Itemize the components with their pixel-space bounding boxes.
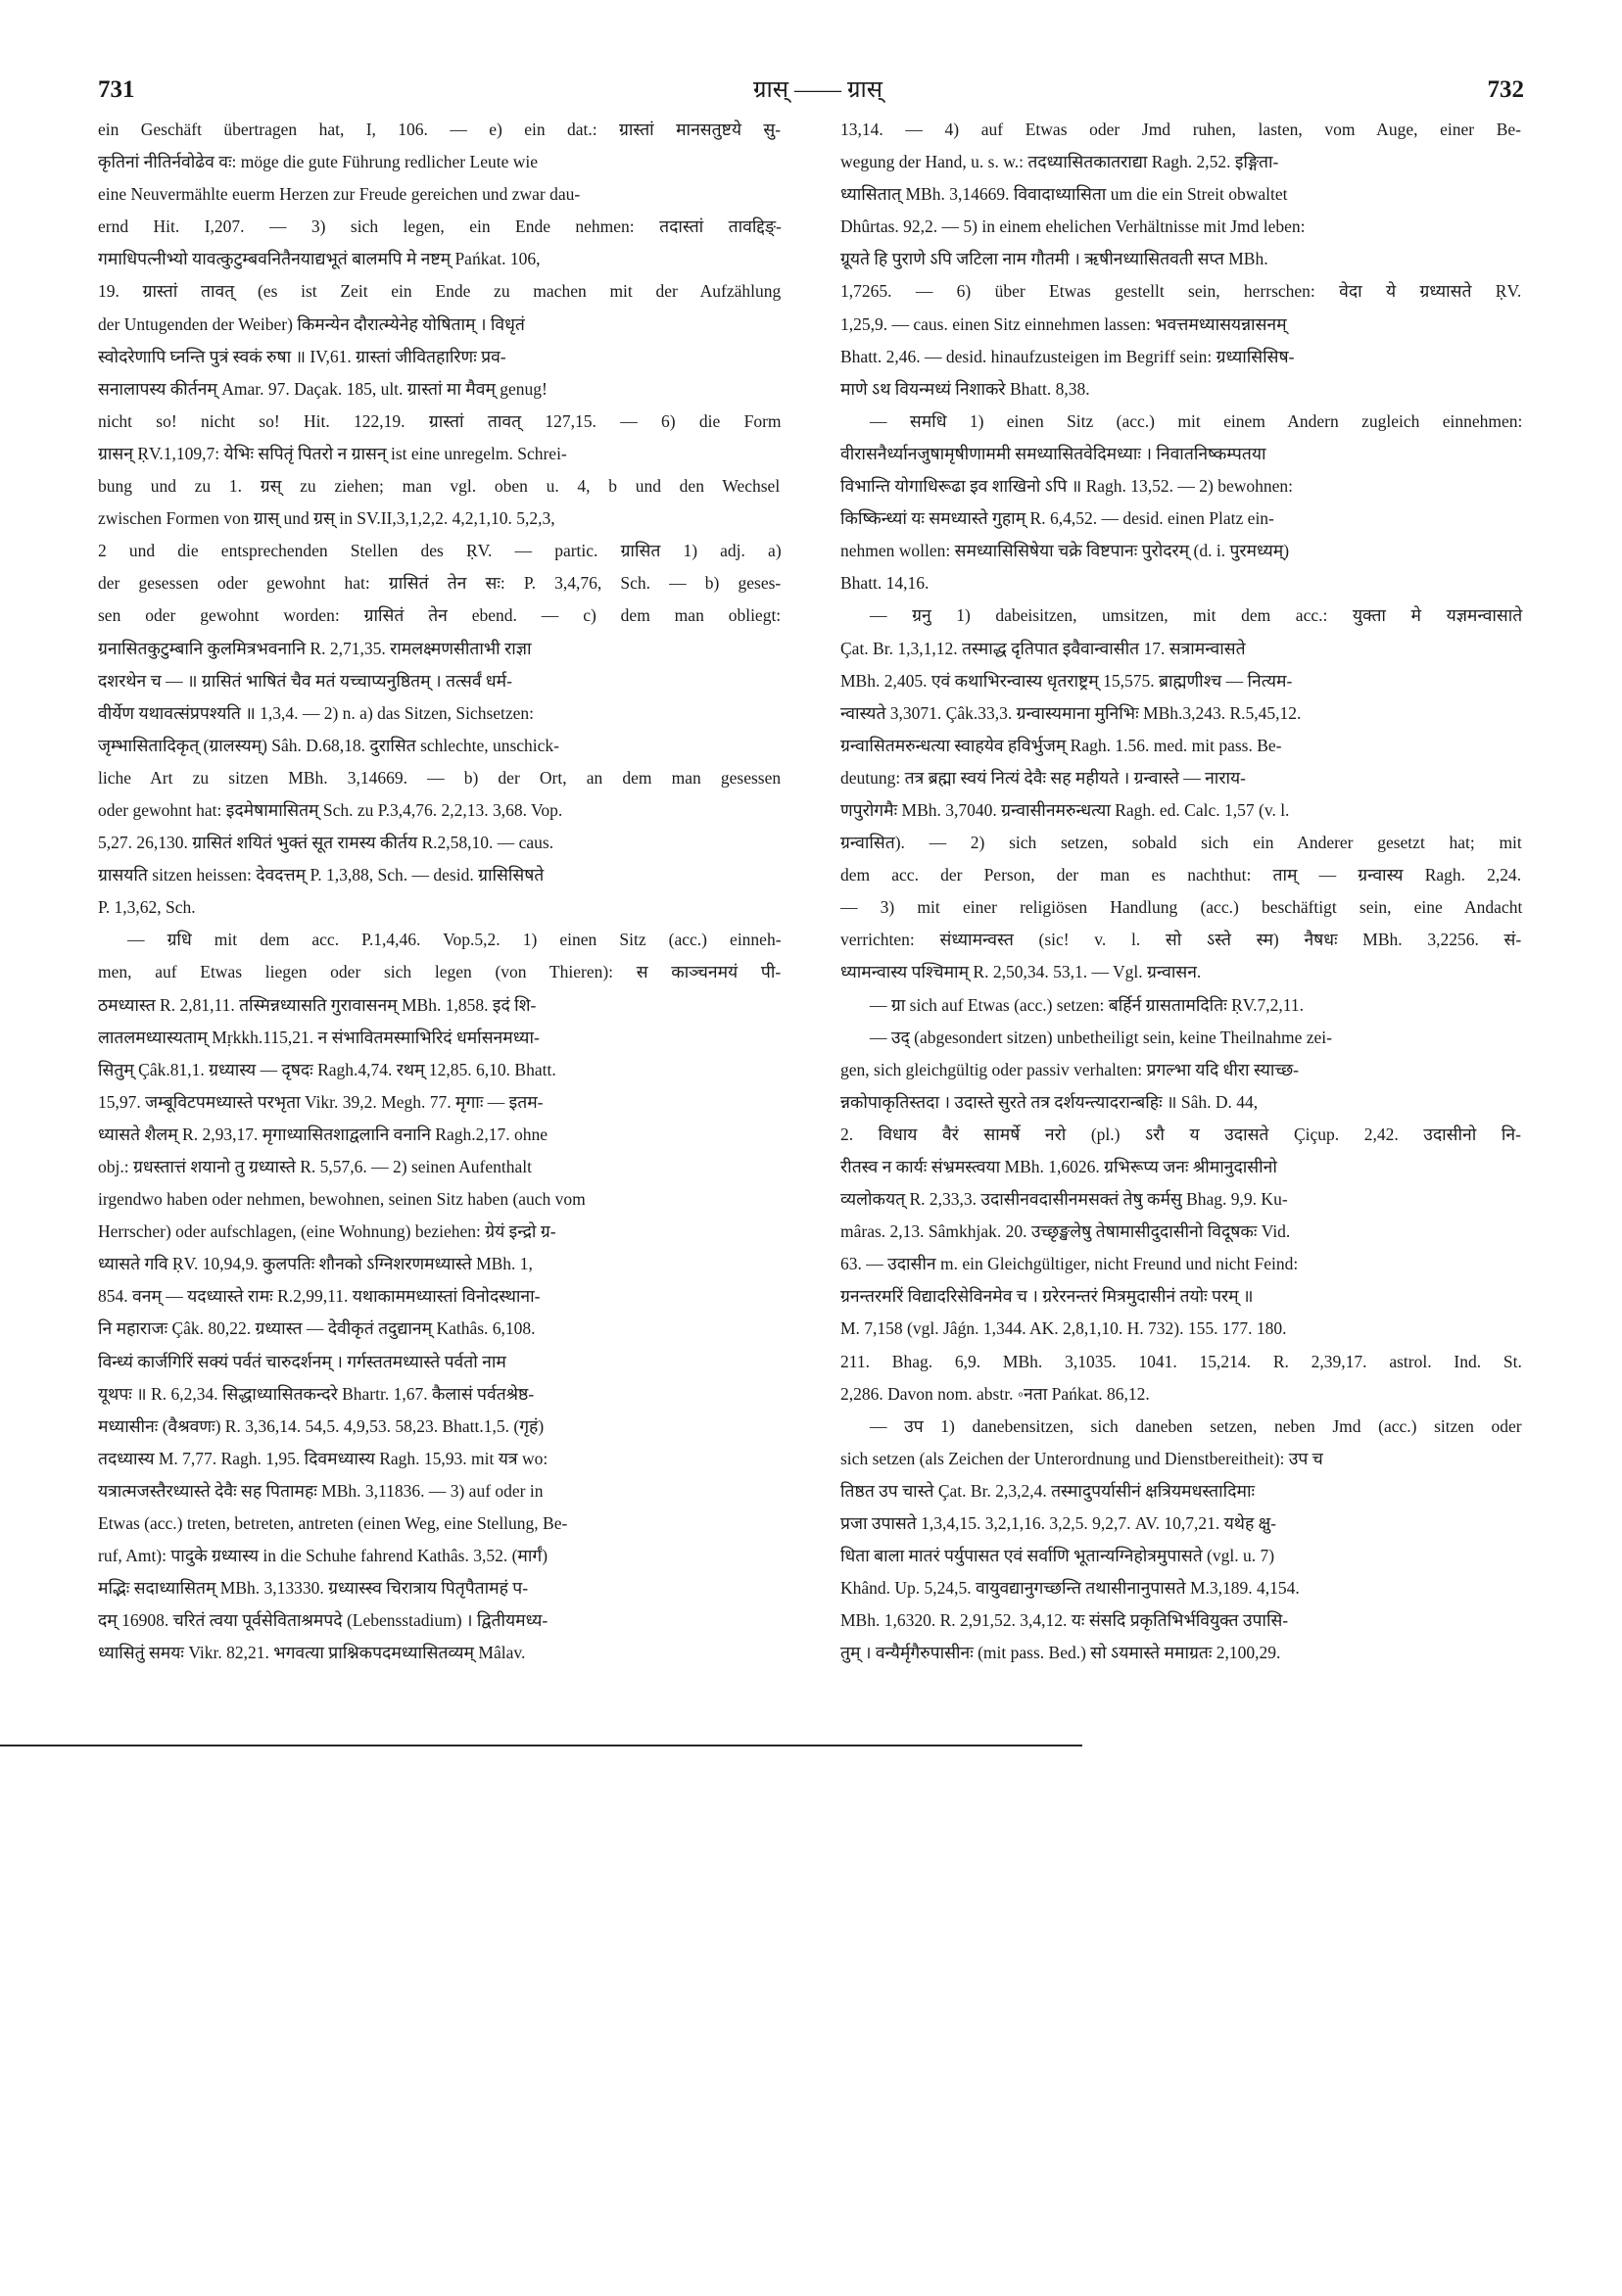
text-line [98, 341, 786, 373]
text-line [98, 438, 786, 470]
text-line [840, 697, 1526, 730]
text-line [840, 1346, 1526, 1378]
text-line-content: 1,25,9. — caus. einen Sitz einnehmen lassen: भवत्तमध्यासयन्नासनम् [840, 313, 1287, 334]
text-line-content: 15,97. जम्बूविटपमध्यास्ते परभृता Vikr. 39,2. Megh. 77. मृगाः — इतम- [98, 1091, 544, 1112]
text-line-content: तिष्ठत उप चास्ते Çat. Br. 2,3,2,4. तस्मादुपर्यासीनं क्षत्रियमधस्तादिमाः [840, 1480, 1256, 1501]
text-line-content: zwischen Formen von ग्रास् und ग्रस् in SV.II,3,1,2,2. 4,2,1,10. 5,2,3, [98, 508, 555, 529]
text-line [840, 178, 1526, 211]
text-line [98, 114, 786, 146]
text-line [840, 1475, 1526, 1507]
text-line-content: ग्रासन् ṚV.1,109,7: येभिः सपितृं पितरो न ग्रासन् ist eine unregelm. Schrei- [98, 443, 567, 463]
text-line-content: यूथपः ॥ R. 6,2,34. सिद्धाध्यासितकन्दरे Bhartr. 1,67. कैलासं पर्वतश्रेष्ठ- [98, 1383, 535, 1404]
text-line [98, 794, 786, 827]
text-line [98, 1507, 786, 1540]
running-head: ग्रास् —— ग्रास् [753, 77, 883, 103]
text-line-content: ein Geschäft übertragen hat, I, 106. — e) ein dat.: ग्रास्तां मानसतुष्टये सु- [98, 120, 782, 139]
text-line [840, 1378, 1526, 1411]
page-number-right: 732 [1487, 76, 1524, 103]
text-line [98, 1346, 786, 1378]
text-line [840, 891, 1526, 924]
text-line [98, 470, 786, 502]
text-line-content: — ग्रनु 1) dabeisitzen, umsitzen, mit dem acc.: युक्ता मे यज्ञमन्वासाते [870, 605, 1523, 626]
text-line [840, 956, 1526, 988]
text-line-content: सनालापस्य कीर्तनम् Amar. 97. Daçak. 185, ult. ग्रास्तां मा मैवम् genug! [98, 378, 548, 399]
text-line-content: sich setzen (als Zeichen der Unterordnung und Dienstbereitheit): उप च [840, 1448, 1323, 1468]
text-line-content: विभान्ति योगाधिरूढा इव शाखिनो ऽपि ॥ Ragh. 13,52. — 2) bewohnen: [840, 476, 1293, 497]
text-line [840, 665, 1526, 697]
text-line [840, 1054, 1526, 1086]
text-line [840, 1151, 1526, 1183]
text-line [840, 762, 1526, 794]
text-line-content: विन्ध्यं कार्जगिरिं सक्यं पर्वतं चारुदर्शनम् । गर्गस्ततमध्यास्ते पर्वतो नाम [98, 1351, 506, 1371]
text-line-content: gen, sich gleichgültig oder passiv verhalten: प्रगल्भा यदि धीरा स्याच्छ- [840, 1059, 1299, 1079]
page-number-left: 731 [98, 76, 135, 103]
text-line-content: MBh. 1,6320. R. 2,91,52. 3,4,12. यः संसदि प्रकृतिभिर्भवियुक्त उपासि- [840, 1610, 1289, 1631]
text-line-content: ग्रन्वासित). — 2) sich setzen, sobald sich ein Anderer gesetzt hat; mit [840, 833, 1522, 853]
text-line [840, 1022, 1526, 1054]
text-line [98, 373, 786, 406]
text-line [98, 275, 786, 308]
text-line [98, 309, 786, 341]
text-line-content: ruf, Amt): पादुके ग्रध्यास्य in die Schuhe fahrend Kathâs. 3,52. (मार्गं) [98, 1546, 549, 1566]
text-line-content: M. 7,158 (vgl. Jâǵn. 1,344. AK. 2,8,1,10. H. 732). 155. 177. 180. [840, 1318, 1287, 1339]
text-line-content: तदध्यास्य M. 7,77. Ragh. 1,95. दिवमध्यास्य Ragh. 15,93. mit यत्र wo: [98, 1448, 549, 1468]
text-line-content: verrichten: संध्यामन्वस्त (sic! v. l. सो ऽस्ते स्म) नैषधः MBh. 3,2256. सं- [840, 930, 1522, 950]
text-line [840, 1248, 1526, 1280]
text-line-content: Khând. Up. 5,24,5. वायुवद्यानुगच्छन्ति तथासीनानुपासते M.3,189. 4,154. [840, 1578, 1300, 1599]
text-line-content: der gesessen oder gewohnt hat: ग्रासितं तेन सः: P. 3,4,76, Sch. — b) geses- [98, 573, 782, 594]
text-line [98, 1475, 786, 1507]
text-line-content: wegung der Hand, u. s. w.: तदध्यासितकातराद्या Ragh. 2,52. इङ्गिता- [840, 152, 1279, 172]
text-line-content: गमाधिपत्नीभ्यो यावत्कुटुम्बवनितैनयाद्यभूतं बालमपि मे नष्टम् Pańkat. 106, [98, 249, 541, 269]
text-line-content: तुम् । वन्यैर्मृगैरुपासीनः (mit pass. Bed.) सो ऽयमास्ते ममाग्रतः 2,100,29. [840, 1643, 1281, 1663]
text-line [840, 1443, 1526, 1475]
text-line [840, 1119, 1526, 1151]
text-line-content: माणे ऽथ वियन्मध्यं निशाकरे Bhatt. 8,38. [840, 378, 1090, 399]
text-line-content: — उद् (abgesondert sitzen) unbetheiligt sein, keine Theilnahme zei- [870, 1027, 1332, 1047]
text-line [840, 1183, 1526, 1216]
text-line-content: 19. ग्रास्तां तावत् (es ist Zeit ein Ende zu machen mit der Aufzählung [98, 281, 782, 302]
text-line [98, 1119, 786, 1151]
text-line-content: — ग्रधि mit dem acc. P.1,4,46. Vop.5,2. 1) einen Sitz (acc.) einneh- [127, 930, 782, 950]
text-line [840, 341, 1526, 373]
text-line [840, 633, 1526, 665]
text-line [98, 924, 786, 956]
text-line [98, 730, 786, 762]
text-line [98, 1086, 786, 1119]
text-line-content: कृतिनां नीतिर्नवोढेव वः: möge die gute Führung redlicher Leute wie [98, 152, 538, 172]
text-line [98, 1280, 786, 1313]
text-line [840, 502, 1526, 535]
text-line [840, 438, 1526, 470]
text-line-content: Çat. Br. 1,3,1,12. तस्माद्ध दृतिपात इवैवान्वासीत 17. सत्रामन्वासते [840, 638, 1246, 658]
text-line-content: Etwas (acc.) treten, betreten, antreten (einen Weg, eine Stellung, Be- [98, 1513, 568, 1534]
text-line-content: — ग्रा sich auf Etwas (acc.) setzen: बर्हिर्न ग्रासतामदितिः ṚV.7,2,11. [870, 994, 1305, 1015]
text-line-content: bung und zu 1. ग्रस् zu ziehen; man vgl. oben u. 4, b und den Wechsel [98, 476, 781, 497]
text-line-content: ग्रनासितकुटुम्बानि कुलमित्रभवनानि R. 2,71,35. रामलक्ष्मणसीताभी राज्ञा [98, 638, 532, 658]
text-line-content: P. 1,3,62, Sch. [98, 897, 196, 918]
text-line-content: MBh. 2,405. एवं कथाभिरन्वास्य धृतराष्ट्रम् 15,575. ब्राह्मणीश्च — नित्यम- [840, 670, 1293, 691]
text-line-content: सितुम् Çâk.81,1. ग्रध्यास्य — दृषदः Ragh.4,74. रथम् 12,85. 6,10. Bhatt. [98, 1059, 556, 1079]
text-line [840, 1507, 1526, 1540]
text-line [98, 1022, 786, 1054]
text-line-content: ग्रासयति sitzen heissen: देवदत्तम् P. 1,3,88, Sch. — desid. ग्रासिसिषते [98, 865, 545, 885]
text-line [98, 146, 786, 178]
text-line [98, 1378, 786, 1411]
text-line-content: दशरथेन च — ॥ ग्रासितं भाषितं चैव मतं यच्चाप्यनुष्ठितम् । तत्सर्वं धर्म- [98, 670, 512, 691]
text-line [98, 859, 786, 891]
text-line-content: 854. वनम् — यदध्यास्ते रामः R.2,99,11. यथाकाममध्यास्तां विनोदस्थाना- [98, 1286, 541, 1307]
text-line-content: वीर्येण यथावत्संप्रपश्यति ॥ 1,3,4. — 2) n. a) das Sitzen, Sichsetzen: [98, 702, 535, 723]
text-line [840, 1216, 1526, 1248]
text-line [98, 956, 786, 988]
text-line [98, 567, 786, 599]
text-line [98, 1248, 786, 1280]
column-right [840, 114, 1526, 1670]
text-line-content: 211. Bhag. 6,9. MBh. 3,1035. 1041. 15,214. R. 2,39,17. astrol. Ind. St. [840, 1351, 1522, 1371]
text-line-content: किष्किन्ध्यां यः समध्यास्ते गुहाम् R. 6,4,52. — desid. einen Platz ein- [840, 508, 1274, 529]
text-line [840, 373, 1526, 406]
text-line [840, 470, 1526, 502]
text-line-content: Dhûrtas. 92,2. — 5) in einem ehelichen Verhältnisse mit Jmd leben: [840, 216, 1306, 237]
text-line [840, 794, 1526, 827]
text-line-content: स्वोदरेणापि घ्नन्ति पुत्रं स्वकं रुषा ॥ IV,61. ग्रास्तां जीवितहारिणः प्रव- [98, 346, 506, 366]
text-line [840, 1411, 1526, 1443]
text-line [840, 535, 1526, 567]
text-line-content: 13,14. — 4) auf Etwas oder Jmd ruhen, lasten, vom Auge, einer Be- [840, 120, 1521, 139]
text-line [98, 599, 786, 632]
text-line [840, 1313, 1526, 1345]
text-line-content: mâras. 2,13. Sâmkhjak. 20. उच्छृङ्खलेषु तेषामासीदुदासीनो विदूषकः Vid. [840, 1221, 1291, 1242]
text-line [840, 406, 1526, 438]
text-line-content: men, auf Etwas liegen oder sich legen (von Thieren): स काञ्चनमयं पी- [98, 962, 782, 982]
text-line [98, 827, 786, 859]
text-line-content: nicht so! nicht so! Hit. 122,19. ग्रास्तां तावत् 127,15. — 6) die Form [98, 410, 782, 431]
text-line [840, 309, 1526, 341]
text-line [840, 924, 1526, 956]
text-line-content: 63. — उदासीन m. ein Gleichgültiger, nicht Freund und nicht Feind: [840, 1254, 1299, 1274]
text-line [840, 1572, 1526, 1604]
text-line-content: sen oder gewohnt worden: ग्रासितं तेन ebend. — c) dem man obliegt: [98, 605, 782, 626]
text-line [840, 1637, 1526, 1669]
text-line-content: — समधि 1) einen Sitz (acc.) mit einem Andern zugleich einnehmen: [870, 410, 1523, 431]
text-line [98, 1151, 786, 1183]
text-line-content: ध्यासते शैलम् R. 2,93,17. मृगाध्यासितशाद्वलानि वनानि Ragh.2,17. ohne [98, 1124, 548, 1144]
text-line [840, 1540, 1526, 1572]
text-line-content: der Untugenden der Weiber) किमन्येन दौरात्म्येनेह योषिताम् । विधृतं [98, 313, 525, 334]
text-line-content: — 3) mit einer religiösen Handlung (acc.) beschäftigt sein, eine Andacht [840, 897, 1523, 918]
text-line-content: मद्भिः सदाध्यासितम् MBh. 3,13330. ग्रध्यास्स्व चिरात्राय पितृपैतामहं प- [98, 1578, 529, 1599]
text-line-content: obj.: ग्रधस्तात्तं शयानो तु ग्रध्यास्ते R. 5,57,6. — 2) seinen Aufenthalt [98, 1157, 532, 1176]
text-line-content: लातलमध्यास्यताम् Mṛkkh.115,21. न संभावितमस्माभिरिदं धर्मासनमध्या- [98, 1027, 540, 1047]
text-line-content: ग्रूयते हि पुराणे ऽपि जटिला नाम गौतमी । ऋषीनध्यासितवती सप्त MBh. [840, 249, 1268, 269]
text-line [98, 243, 786, 275]
text-line-content: — उप 1) danebensitzen, sich daneben setzen, neben Jmd (acc.) sitzen oder [870, 1415, 1522, 1436]
text-line [98, 1540, 786, 1572]
text-line [840, 859, 1526, 891]
text-line [98, 1411, 786, 1443]
text-line-content: 2. विधाय वैरं सामर्षे नरो (pl.) ऽरौ य उदासते Çiçup. 2,42. उदासीनो नि- [840, 1124, 1521, 1144]
text-line [98, 665, 786, 697]
text-line [98, 1443, 786, 1475]
text-line-content: ध्यामन्वास्य पश्चिमाम् R. 2,50,34. 53,1. — Vgl. ग्रन्वासन. [840, 962, 1202, 982]
text-line [840, 567, 1526, 599]
text-line-content: Herrscher) oder aufschlagen, (eine Wohnung) beziehen: ग्रेयं इन्द्रो ग्र- [98, 1221, 556, 1242]
text-line-content: रीतस्व न कार्यः संभ्रमस्त्वया MBh. 1,6026. ग्रभिरूप्य जनः श्रीमानुदासीनो [840, 1157, 1277, 1176]
text-line-content: ध्यासते गवि ṚV. 10,94,9. कुलपतिः शौनको ऽग्निशरणमध्यास्ते MBh. 1, [98, 1254, 533, 1274]
text-line-content: Bhatt. 14,16. [840, 573, 930, 594]
text-line-content: वीरासनैर्ध्यानजुषामृषीणाममी समध्यासितवेदिमध्याः । निवातनिष्कम्पतया [840, 443, 1266, 463]
text-line-content: ernd Hit. I,207. — 3) sich legen, ein Ende nehmen: तदास्तां तावद्दिङ्- [98, 216, 782, 237]
text-line [840, 275, 1526, 308]
text-line-content: eine Neuvermählte euerm Herzen zur Freude gereichen und zwar dau- [98, 184, 581, 205]
text-line [840, 1604, 1526, 1637]
text-line [98, 1637, 786, 1669]
text-line [98, 989, 786, 1022]
text-line [98, 1313, 786, 1345]
text-line-content: ध्यासितुं समयः Vikr. 82,21. भगवत्या प्राश्निकपदमध्यासितव्यम् Mâlav. [98, 1643, 526, 1663]
text-line-content: नि महाराजः Çâk. 80,22. ग्रध्यास्त — देवीकृतं तदुद्यानम् Kathâs. 6,108. [98, 1318, 536, 1339]
text-line [98, 178, 786, 211]
text-line-content: मध्यासीनः (वैश्रवणः) R. 3,36,14. 54,5. 4,9,53. 58,23. Bhatt.1,5. (गृहं) [98, 1415, 545, 1436]
bottom-rule [0, 1745, 1082, 1746]
text-line [98, 1054, 786, 1086]
text-line-content: धिता बाला मातरं पर्युपासत एवं सर्वाणि भूतान्यग्निहोत्रमुपासते (vgl. u. 7) [840, 1546, 1275, 1566]
text-line-content: 2,286. Davon nom. abstr. ◦नता Pańkat. 86,12. [840, 1383, 1150, 1404]
text-line-content: dem acc. der Person, der man es nachthut: ताम् — ग्रन्वास्य Ragh. 2,24. [840, 865, 1522, 885]
column-left [98, 114, 786, 1670]
text-line-content: ग्रनन्तरमरिं विद्यादरिसेविनमेव च । ग्ररेरनन्तरं मित्रमुदासीनं तयोः परम् ॥ [840, 1286, 1254, 1307]
text-line [98, 1183, 786, 1216]
text-line [840, 243, 1526, 275]
text-line [98, 891, 786, 924]
text-line [98, 762, 786, 794]
text-line-content: णपुरोगमैः MBh. 3,7040. ग्रन्वासीनमरुन्धत्या Ragh. ed. Calc. 1,57 (v. l. [840, 799, 1290, 820]
text-line-content: ग्रन्वासितमरुन्धत्या स्वाहयेव हविर्भुजम् Ragh. 1.56. med. mit pass. Be- [840, 735, 1282, 755]
text-line [98, 633, 786, 665]
text-line-content: ध्यासितात् MBh. 3,14669. विवादाध्यासिता um die ein Streit obwaltet [840, 184, 1288, 205]
text-line-content: व्यलोकयत् R. 2,33,3. उदासीनवदासीनमसक्तं तेषु कर्मसु Bhag. 9,9. Ku- [840, 1189, 1288, 1210]
text-line [98, 1216, 786, 1248]
text-line-content: न्वास्यते 3,3071. Çâk.33,3. ग्रन्वास्यमाना मुनिभिः MBh.3,243. R.5,45,12. [840, 702, 1302, 723]
text-line [840, 827, 1526, 859]
text-line-content: 2 und die entsprechenden Stellen des ṚV. — partic. ग्रासित 1) adj. a) [98, 541, 782, 561]
text-line [840, 211, 1526, 243]
text-line-content: Bhatt. 2,46. — desid. hinaufzusteigen im Begriff sein: ग्रध्यासिसिष- [840, 346, 1295, 366]
text-line-content: यत्रात्मजस्तैरध्यास्ते देवैः सह पितामहः MBh. 3,11836. — 3) auf oder in [98, 1480, 544, 1501]
text-line [98, 535, 786, 567]
text-line-content: 5,27. 26,130. ग्रासितं शयितं भुक्तं सूत रामस्य कीर्तय R.2,58,10. — caus. [98, 833, 554, 853]
text-line-content: liche Art zu sitzen MBh. 3,14669. — b) der Ort, an dem man gesessen [98, 767, 782, 788]
text-line [98, 406, 786, 438]
text-line [840, 989, 1526, 1022]
text-line-content: deutung: तत्र ब्रह्मा स्वयं नित्यं देवैः सह महीयते । ग्रन्वास्ते — नाराय- [840, 767, 1246, 788]
text-line [840, 730, 1526, 762]
text-line-content: ठमध्यास्त R. 2,81,11. तस्मिन्नध्यासति गुरावासनम् MBh. 1,858. इदं शि- [98, 994, 537, 1015]
text-line-content: जृम्भासितादिकृत् (ग्रालस्यम्) Sâh. D.68,18. दुरासित schlechte, unschick- [98, 735, 559, 755]
text-line [98, 1604, 786, 1637]
text-line-content: oder gewohnt hat: इदमेषामासितम् Sch. zu P.3,4,76. 2,2,13. 3,68. Vop. [98, 799, 563, 820]
text-line-content: दम् 16908. चरितं त्वया पूर्वसेविताश्रमपदे (Lebensstadium) । द्वितीयमध्य- [98, 1610, 549, 1631]
text-line [98, 697, 786, 730]
text-line-content: न्नकोपाकृतिस्तदा । उदास्ते सुरते तत्र दर्शयन्त्यादरान्बहिः ॥ Sâh. D. 44, [840, 1091, 1259, 1112]
text-line [840, 1280, 1526, 1313]
text-line [98, 1572, 786, 1604]
text-line [840, 146, 1526, 178]
text-line [98, 502, 786, 535]
text-line [840, 114, 1526, 146]
text-line [98, 211, 786, 243]
text-line-content: irgendwo haben oder nehmen, bewohnen, seinen Sitz haben (auch vom [98, 1189, 586, 1210]
text-line-content: nehmen wollen: समध्यासिसिषेया चक्रे विष्टपानः पुरोदरम् (d. i. पुरमध्यम्) [840, 541, 1290, 561]
text-line [840, 1086, 1526, 1119]
text-line-content: प्रजा उपासते 1,3,4,15. 3,2,1,16. 3,2,5. 9,2,7. AV. 10,7,21. यथेह क्षु- [840, 1513, 1276, 1534]
text-line-content: 1,7265. — 6) über Etwas gestellt sein, herrschen: वेदा ये ग्रध्यासते ṚV. [840, 281, 1522, 302]
text-line [840, 599, 1526, 632]
